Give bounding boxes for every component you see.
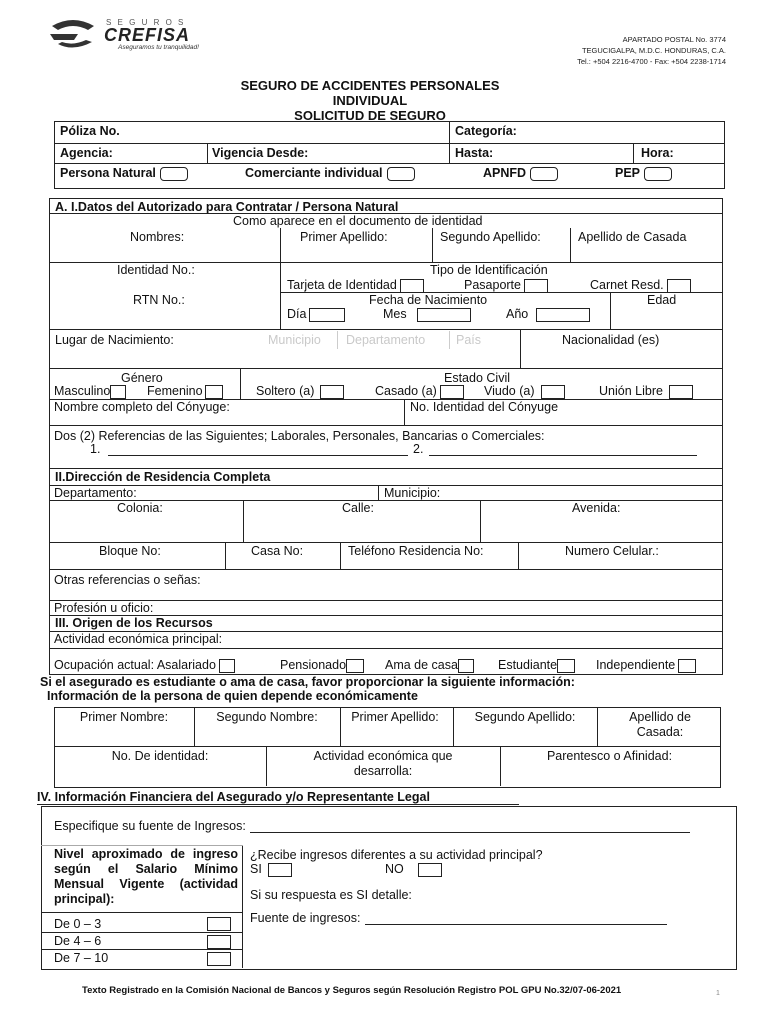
celular-label: Numero Celular.: — [565, 544, 659, 558]
dep-segundo-nombre-label: Segundo Nombre: — [216, 710, 318, 724]
ref1-label: 1. — [90, 442, 101, 456]
dep-primer-apellido-label: Primer Apellido: — [351, 710, 439, 724]
pasaporte-option[interactable] — [464, 278, 548, 293]
hasta-label: Hasta: — [455, 146, 494, 160]
pep-checkbox[interactable] — [644, 167, 672, 181]
referencias-label: Dos (2) Referencias de las Siguientes; Laborales, Personales, Bancarias o Comerciales: — [54, 429, 545, 443]
fuente-ingresos-line[interactable] — [365, 924, 667, 925]
logo-top-text: S E G U R O S — [106, 18, 186, 27]
section-ii-title: II.Dirección de Residencia Completa — [55, 470, 271, 484]
rango-label: De 4 – 6 — [54, 934, 102, 948]
comerciante-option[interactable] — [245, 166, 415, 181]
dependiente-note: Si el asegurado es estudiante o ama de casa, favor proporcionar la siguiente información: — [40, 675, 575, 689]
municipio-placeholder: Municipio — [268, 333, 321, 347]
categoria-label: Categoría: — [455, 124, 517, 138]
persona-natural-checkbox[interactable] — [160, 167, 188, 181]
ocupacion-label: Ocupación actual: Asalariado — [54, 658, 216, 672]
mes-box[interactable] — [417, 308, 471, 322]
primer-apellido-label: Primer Apellido: — [300, 230, 388, 244]
comerciante-checkbox[interactable] — [387, 167, 415, 181]
estado-civil-label: Estado Civil — [444, 371, 510, 385]
poliza-label: Póliza No. — [60, 124, 120, 138]
union-libre-option[interactable] — [599, 384, 693, 399]
title-line: SEGURO DE ACCIDENTES PERSONALES — [240, 78, 500, 93]
section-iv-title: IV. Información Financiera del Asegurado y/o Representante Legal — [37, 790, 430, 804]
masculino-label: Masculino — [54, 384, 111, 398]
estudiante-option[interactable] — [498, 658, 575, 673]
rtn-label: RTN No.: — [133, 293, 185, 307]
union-libre-label: Unión Libre — [599, 384, 663, 398]
ama-casa-label: Ama de casa — [385, 658, 458, 672]
carnet-label: Carnet Resd. — [590, 278, 664, 292]
tarjeta-option[interactable] — [287, 278, 424, 293]
dep-apellido-casada-label: Apellido de Casada: — [629, 710, 691, 739]
pensionado-checkbox[interactable] — [346, 659, 364, 673]
mes-label: Mes — [383, 307, 407, 321]
rango-option[interactable] — [54, 917, 101, 931]
footer-text: Texto Registrado en la Comisión Nacional de Bancos y Seguros según Resolución Registro POL GPU No.32/07-06-2021 — [82, 985, 622, 996]
dia-field[interactable] — [287, 307, 345, 322]
fuente-label: Especifique su fuente de Ingresos: — [54, 819, 246, 833]
company-address — [577, 34, 726, 67]
departamento-placeholder: Departamento — [346, 333, 426, 347]
anio-label: Año — [506, 307, 529, 321]
municipio-label: Municipio: — [384, 486, 441, 500]
masculino-checkbox[interactable] — [110, 385, 126, 399]
pep-label: PEP — [615, 166, 641, 180]
independiente-label: Independiente — [596, 658, 676, 672]
nivel-ingreso-text: Nivel aproximado de ingreso según el Salario Mínimo Mensual Vigente (actividad principal): — [54, 847, 238, 906]
persona-natural-label: Persona Natural — [60, 166, 156, 180]
address-line: TEGUCIGALPA, M.D.C. HONDURAS, C.A. — [581, 46, 726, 55]
crefisa-logo-icon — [48, 18, 98, 52]
estudiante-label: Estudiante — [498, 658, 558, 672]
masculino-option[interactable] — [54, 384, 126, 399]
carnet-option[interactable] — [590, 278, 691, 293]
dia-box[interactable] — [309, 308, 345, 322]
pep-option[interactable] — [615, 166, 672, 181]
ref2-line[interactable] — [429, 455, 697, 456]
profesion-label: Profesión u oficio: — [54, 601, 154, 615]
asalariado-checkbox[interactable] — [219, 659, 235, 673]
avenida-label: Avenida: — [572, 501, 621, 515]
dia-label: Día — [287, 307, 307, 321]
dep-parentesco-label: Parentesco o Afinidad: — [546, 749, 673, 763]
conyuge-label: Nombre completo del Cónyuge: — [54, 400, 230, 414]
si-label: SI — [250, 862, 262, 876]
pensionado-option[interactable] — [280, 658, 364, 673]
rango-label: De 0 – 3 — [54, 917, 102, 931]
femenino-checkbox[interactable] — [205, 385, 223, 399]
no-option[interactable] — [385, 862, 442, 877]
calle-label: Calle: — [342, 501, 374, 515]
si-option[interactable] — [250, 862, 292, 877]
soltero-label: Soltero (a) — [256, 384, 315, 398]
pasaporte-label: Pasaporte — [464, 278, 521, 292]
title-line: SOLICITUD DE SEGURO — [294, 108, 446, 123]
logo-tagline: Aseguramos tu tranquilidad! — [118, 44, 199, 51]
ama-casa-checkbox[interactable] — [458, 659, 474, 673]
genero-label: Género — [121, 371, 163, 385]
viudo-checkbox[interactable] — [541, 385, 565, 399]
lugar-nacimiento-label: Lugar de Nacimiento: — [55, 333, 174, 347]
dep-identidad-label: No. De identidad: — [111, 749, 209, 763]
asalariado-option[interactable] — [54, 658, 235, 673]
nacionalidad-label: Nacionalidad (es) — [562, 333, 660, 347]
casado-checkbox[interactable] — [440, 385, 464, 399]
viudo-option[interactable] — [484, 384, 565, 399]
persona-natural-option[interactable] — [60, 166, 188, 181]
como-aparece-text: Como aparece en el documento de identidad — [233, 214, 483, 228]
pais-placeholder: País — [456, 333, 482, 347]
fuente-ingresos-2-field[interactable] — [250, 911, 667, 925]
anio-field[interactable] — [506, 307, 590, 322]
apnfd-checkbox[interactable] — [530, 167, 558, 181]
estudiante-checkbox[interactable] — [557, 659, 575, 673]
fuente-ingresos-label: Fuente de ingresos: — [250, 911, 361, 925]
telefono-label: Teléfono Residencia No: — [348, 544, 484, 558]
referencia-1[interactable] — [90, 442, 408, 456]
dep-primer-nombre-label: Primer Nombre: — [79, 710, 169, 724]
rango-7-10-checkbox[interactable] — [207, 952, 231, 966]
departamento-label: Departamento: — [54, 486, 137, 500]
tipo-identificacion-label: Tipo de Identificación — [430, 263, 548, 277]
form-title — [170, 78, 570, 123]
independiente-option[interactable] — [596, 658, 696, 673]
pensionado-label: Pensionado — [280, 658, 347, 672]
ref1-line[interactable] — [108, 455, 408, 456]
femenino-label: Femenino — [147, 384, 203, 398]
pasaporte-checkbox[interactable] — [524, 279, 548, 293]
page-number: 1 — [716, 990, 720, 997]
vigencia-label: Vigencia Desde: — [212, 146, 309, 160]
segundo-apellido-label: Segundo Apellido: — [440, 230, 541, 244]
dependiente-subtitle: Información de la persona de quien depende económicamente — [47, 689, 418, 703]
title-line: INDIVIDUAL — [332, 93, 408, 108]
identidad-label: Identidad No.: — [117, 263, 195, 277]
si-checkbox[interactable] — [268, 863, 292, 877]
comerciante-label: Comerciante individual — [245, 166, 383, 180]
hora-label: Hora: — [641, 146, 674, 160]
rango-option[interactable] — [54, 934, 101, 948]
nombres-label: Nombres: — [130, 230, 185, 244]
rango-0-3-checkbox[interactable] — [207, 917, 231, 931]
tarjeta-checkbox[interactable] — [400, 279, 424, 293]
referencia-2[interactable] — [413, 442, 697, 456]
casado-label: Casado (a) — [375, 384, 437, 398]
tarjeta-label: Tarjeta de Identidad — [287, 278, 397, 292]
otras-referencias-label: Otras referencias o señas: — [54, 573, 201, 587]
logo — [48, 18, 238, 54]
soltero-option[interactable] — [256, 384, 344, 399]
agencia-label: Agencia: — [60, 146, 113, 160]
casa-label: Casa No: — [251, 544, 304, 558]
viudo-label: Viudo (a) — [484, 384, 535, 398]
no-checkbox[interactable] — [418, 863, 442, 877]
section-a-title: A. I.Datos del Autorizado para Contratar / Persona Natural — [55, 200, 399, 214]
fuente-ingresos-field[interactable] — [54, 819, 690, 833]
recibe-label: ¿Recibe ingresos diferentes a su actividad principal? — [250, 848, 543, 862]
apnfd-option[interactable] — [483, 166, 558, 181]
apnfd-label: APNFD — [483, 166, 527, 180]
femenino-option[interactable] — [147, 384, 223, 399]
rango-option[interactable] — [54, 951, 108, 965]
address-line: Tel.: +504 2216-4700 - Fax: +504 2238-1714 — [577, 57, 726, 66]
union-libre-checkbox[interactable] — [669, 385, 693, 399]
actividad-label: Actividad económica principal: — [54, 632, 223, 646]
ref2-label: 2. — [413, 442, 424, 456]
casado-option[interactable] — [375, 384, 464, 399]
logo-name: CREFISA — [104, 25, 191, 45]
fecha-nacimiento-label: Fecha de Nacimiento — [369, 293, 488, 307]
detalle-label: Si su respuesta es SI detalle: — [250, 888, 412, 902]
colonia-label: Colonia: — [117, 501, 163, 515]
address-line: APARTADO POSTAL No. 3774 — [622, 35, 726, 44]
dep-segundo-apellido-label: Segundo Apellido: — [474, 710, 576, 724]
apellido-casada-label: Apellido de Casada — [578, 230, 687, 244]
rango-label: De 7 – 10 — [54, 951, 109, 965]
mes-field[interactable] — [383, 307, 471, 322]
ama-casa-option[interactable] — [385, 658, 474, 673]
edad-label: Edad — [647, 293, 677, 307]
soltero-checkbox[interactable] — [320, 385, 344, 399]
fuente-line[interactable] — [250, 832, 690, 833]
section-iii-title: III. Origen de los Recursos — [55, 616, 213, 630]
bloque-label: Bloque No: — [99, 544, 161, 558]
independiente-checkbox[interactable] — [678, 659, 696, 673]
dep-actividad-label: Actividad económica que desarrolla: — [313, 749, 453, 778]
no-label: NO — [385, 862, 404, 876]
anio-box[interactable] — [536, 308, 590, 322]
rango-4-6-checkbox[interactable] — [207, 935, 231, 949]
id-conyuge-label: No. Identidad del Cónyuge — [410, 400, 559, 414]
carnet-checkbox[interactable] — [667, 279, 691, 293]
